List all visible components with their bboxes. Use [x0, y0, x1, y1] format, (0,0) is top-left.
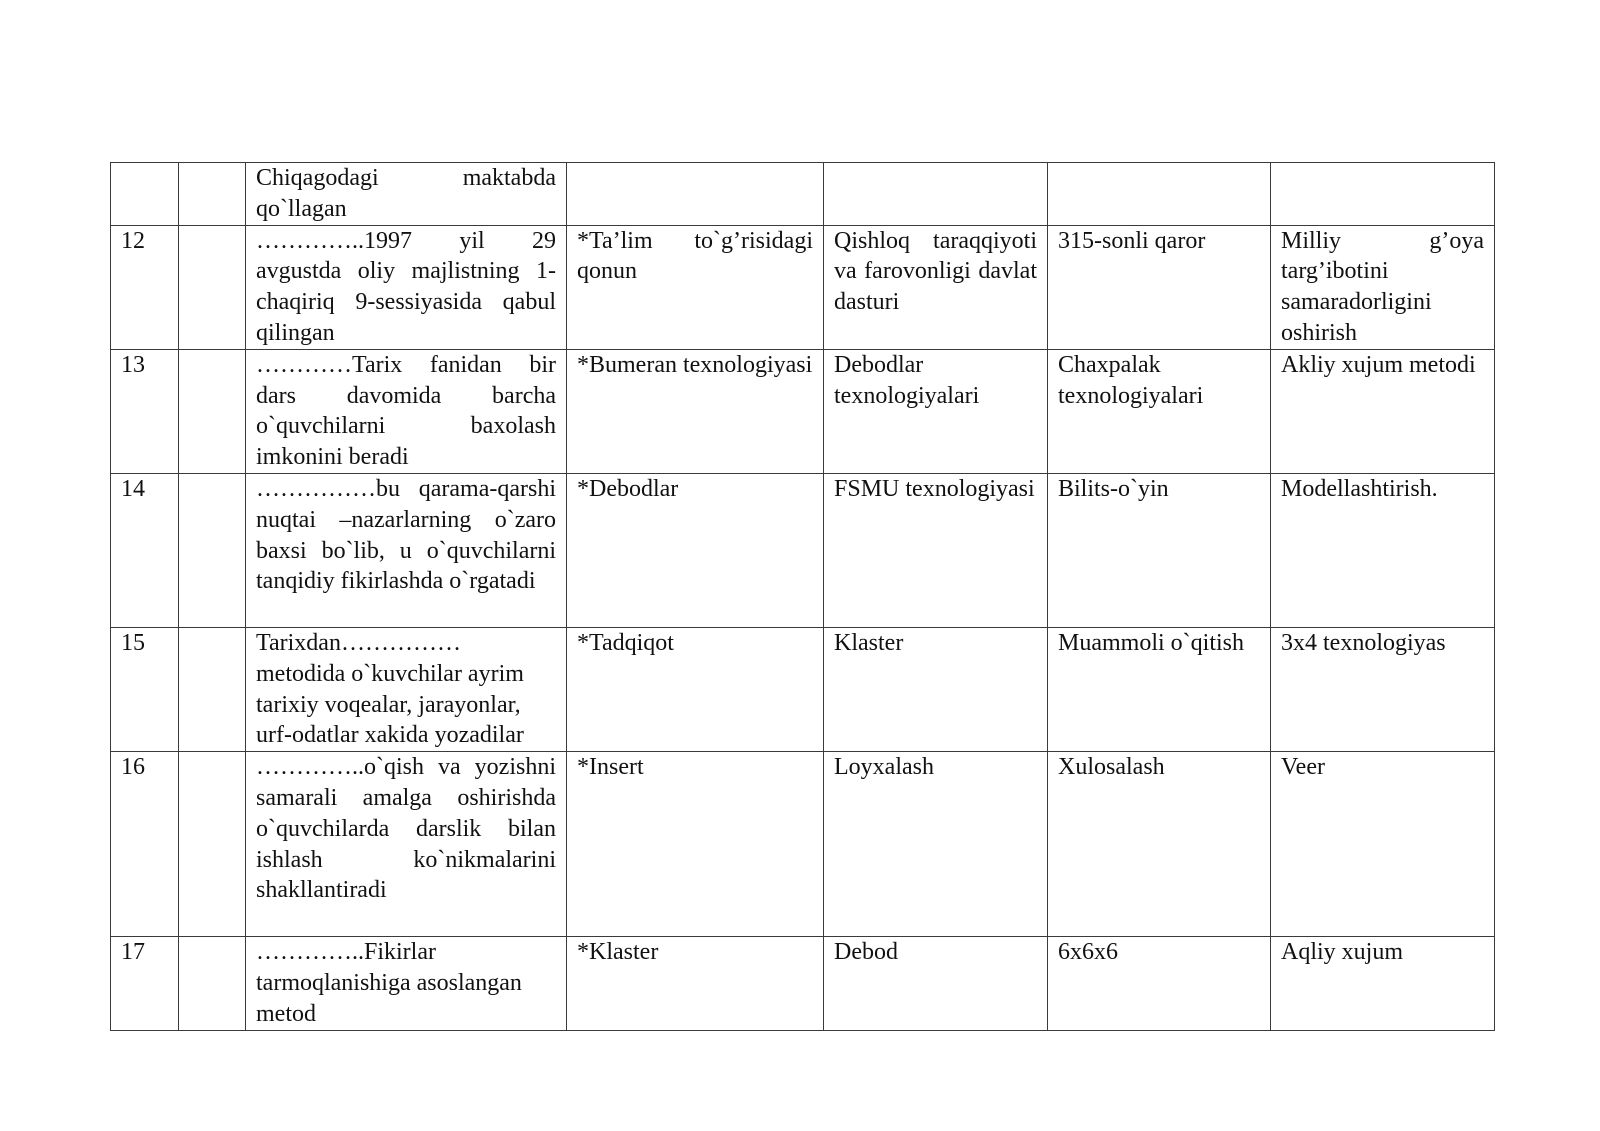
answer-option-d-cell: [1271, 163, 1495, 226]
question-cell: [246, 627, 567, 751]
question-number-cell: [111, 225, 179, 349]
answer-option-d: 3x4 texnologiyas: [1281, 629, 1446, 656]
question-number: 17: [121, 939, 145, 966]
question-number-cell: [111, 627, 179, 751]
question-text: ……………bu qarama-qarshi nuqtai –nazarlarning o`zaro baxsi bo`lib, u o`quvchilarni tanqidiy fikirlashda o`rgatadi: [256, 475, 556, 595]
answer-option-c-cell: [1048, 349, 1271, 473]
table-row: [111, 752, 1495, 937]
blank-cell: [179, 349, 246, 473]
question-number: 13: [121, 351, 145, 378]
answer-correct: *Klaster: [577, 939, 659, 966]
answer-option-b: Debod: [834, 939, 898, 966]
question-number-cell: [111, 937, 179, 1030]
answer-option-d: Veer: [1281, 754, 1325, 781]
question-number: 12: [121, 227, 145, 254]
question-text: …………..Fikirlar tarmoqlanishiga asoslangan metod: [256, 939, 522, 1027]
answer-option-c: 315-sonli qaror: [1058, 227, 1206, 254]
answer-option-d-cell: [1271, 752, 1495, 937]
blank-cell: [179, 937, 246, 1030]
answer-option-c-cell: [1048, 627, 1271, 751]
answer-option-d-cell: [1271, 937, 1495, 1030]
table-row: [111, 937, 1495, 1030]
answer-option-d: Aqliy xujum: [1281, 939, 1404, 966]
answer-option-d-cell: [1271, 225, 1495, 349]
question-cell: [246, 349, 567, 473]
question-cell: [246, 225, 567, 349]
answer-option-b-cell: [824, 752, 1048, 937]
answer-option-d-cell: [1271, 349, 1495, 473]
answer-correct-cell: [567, 163, 824, 226]
answer-correct: *Debodlar: [577, 475, 679, 502]
question-number-cell: [111, 163, 179, 226]
answer-option-b: Debodlar texnologiyalari: [834, 351, 980, 409]
blank-cell: [179, 163, 246, 226]
answer-correct: *Tadqiqot: [577, 629, 674, 656]
answer-option-d: Akliy xujum metodi: [1281, 351, 1476, 378]
table-row: [111, 627, 1495, 751]
answer-correct-cell: [567, 937, 824, 1030]
answer-correct-cell: [567, 349, 824, 473]
answer-option-c-cell: [1048, 937, 1271, 1030]
question-number-cell: [111, 752, 179, 937]
question-cell: [246, 752, 567, 937]
answer-option-c-cell: [1048, 163, 1271, 226]
question-text: …………Tarix fanidan bir dars davomida barcha o`quvchilarni baxolash imkonini beradi: [256, 351, 556, 471]
answer-option-c: Muammoli o`qitish: [1058, 629, 1244, 656]
table-row: [111, 163, 1495, 226]
answer-correct: *Ta’lim to`g’risidagi qonun: [577, 227, 813, 285]
answer-correct-cell: [567, 225, 824, 349]
answer-option-d: Modellashtirish.: [1281, 475, 1438, 502]
question-cell: [246, 473, 567, 627]
question-number: 14: [121, 475, 145, 502]
answer-option-d-cell: [1271, 627, 1495, 751]
answer-option-b-cell: [824, 225, 1048, 349]
answer-option-b: Klaster: [834, 629, 904, 656]
answer-option-b-cell: [824, 163, 1048, 226]
answer-option-c: Bilits-o`yin: [1058, 475, 1169, 502]
answer-option-c: 6x6x6: [1058, 939, 1118, 966]
answer-correct: *Bumeran texnologiyasi: [577, 351, 813, 378]
answer-option-b: Qishloq taraqqiyoti va farovonligi davlat dasturi: [834, 227, 1037, 316]
answer-option-b: Loyxalash: [834, 754, 934, 781]
answer-option-c-cell: [1048, 225, 1271, 349]
answer-option-b-cell: [824, 349, 1048, 473]
question-number-cell: [111, 473, 179, 627]
blank-cell: [179, 627, 246, 751]
answer-correct-cell: [567, 752, 824, 937]
answer-correct-cell: [567, 473, 824, 627]
question-cell: [246, 937, 567, 1030]
answer-option-b-cell: [824, 937, 1048, 1030]
answer-option-b-cell: [824, 473, 1048, 627]
question-text: Chiqagodagi maktabda qo`llagan: [256, 165, 556, 222]
question-number: 16: [121, 754, 145, 781]
question-text: Tarixdan…………… metodida o`kuvchilar ayrim tarixiy voqealar, jarayonlar, urf-odatlar xakida yozadilar: [256, 629, 524, 749]
question-number: 15: [121, 629, 145, 656]
blank-cell: [179, 225, 246, 349]
answer-option-c-cell: [1048, 752, 1271, 937]
answer-option-b: FSMU texnologiyasi: [834, 475, 1035, 502]
question-number-cell: [111, 349, 179, 473]
answer-correct: *Insert: [577, 754, 644, 781]
answer-option-c-cell: [1048, 473, 1271, 627]
answer-correct-cell: [567, 627, 824, 751]
table-row: [111, 225, 1495, 349]
answer-option-d-cell: [1271, 473, 1495, 627]
table-row: [111, 349, 1495, 473]
question-text: …………..o`qish va yozishni samarali amalga oshirishda o`quvchilarda darslik bilan ishlash ko`nikmalarini shakllantiradi: [256, 754, 556, 904]
question-text: …………..1997 yil 29 avgustda oliy majlistning 1-chaqiriq 9-sessiyasida qabul qilingan: [256, 227, 556, 346]
quiz-table: [110, 162, 1495, 1031]
blank-cell: [179, 752, 246, 937]
blank-cell: [179, 473, 246, 627]
question-cell: [246, 163, 567, 226]
answer-option-b-cell: [824, 627, 1048, 751]
answer-option-c: Chaxpalak texnologiyalari: [1058, 351, 1204, 409]
answer-option-d: Milliy g’oya targ’ibotini samaradorligini oshirish: [1281, 227, 1484, 346]
table-row: [111, 473, 1495, 627]
answer-option-c: Xulosalash: [1058, 754, 1165, 781]
